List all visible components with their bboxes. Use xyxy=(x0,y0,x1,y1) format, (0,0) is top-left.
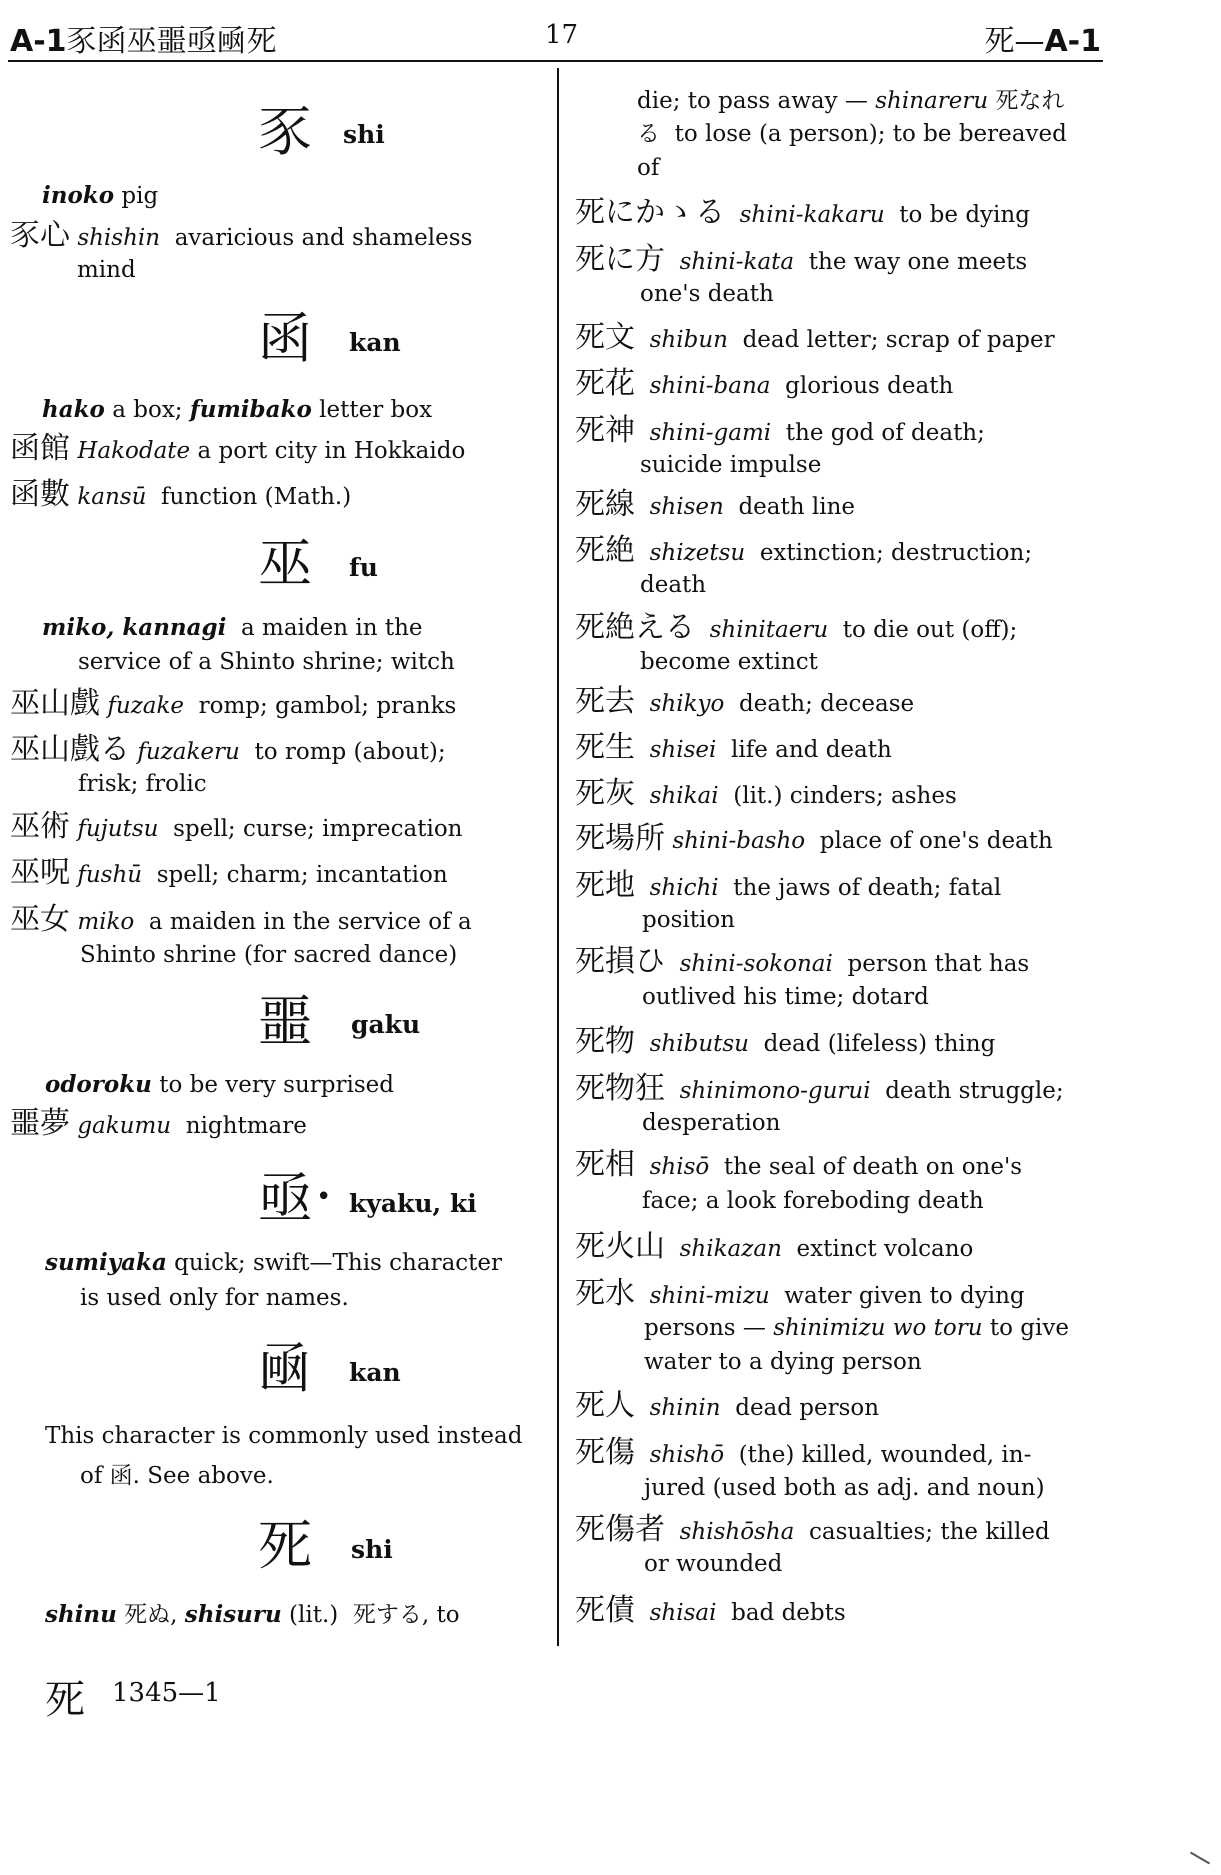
head-reading-fu: fu xyxy=(349,553,378,582)
head-char-shi-pig: 豕 xyxy=(258,100,312,163)
entry-shini-bana: 死花 shini-bana glorious death xyxy=(575,366,954,401)
entry-shisen: 死線 shisen death line xyxy=(575,487,856,522)
kan-variant-note-line2: of 函. See above. xyxy=(80,1463,274,1489)
entry-miko-shrine-cont: Shinto shrine (for sacred dance) xyxy=(80,942,458,968)
footer-char: 死 xyxy=(45,1677,85,1723)
entry-shizetsu-cont: death xyxy=(640,572,707,598)
entry-shinimono-gurui: 死物狂 shinimono-gurui death struggle; xyxy=(575,1071,1064,1106)
entry-shisho-cont: jured (used both as adj. and noun) xyxy=(644,1475,1045,1501)
header-left-code: A-1 xyxy=(10,24,67,59)
header-rule xyxy=(8,60,1103,62)
entry-shini-gami-cont: suicide impulse xyxy=(640,452,822,478)
entry-shishosha-cont: or wounded xyxy=(644,1551,783,1577)
entry-shiso: 死相 shisō the seal of death on one's xyxy=(575,1147,1023,1182)
corner-mark xyxy=(1190,1852,1210,1865)
head-char-gaku: 噩 xyxy=(258,990,312,1053)
head-reading-kyaku: kyaku, ki xyxy=(349,1189,477,1218)
entry-shiso-cont: face; a look foreboding death xyxy=(642,1188,984,1214)
entry-fuzakeru-cont: frisk; frolic xyxy=(78,771,207,797)
header-left xyxy=(10,16,277,60)
header-right-char: 死 xyxy=(984,24,1015,59)
entry-miko: miko, kannagi a maiden in the xyxy=(42,614,423,641)
entry-hakodate: 函館 Hakodate a port city in Hokkaido xyxy=(10,431,466,466)
entry-shizetsu: 死絶 shizetsu extinction; destruction; xyxy=(575,533,1033,568)
head-dot-kyaku: • xyxy=(316,1182,332,1212)
entry-shisho: 死傷 shishō (the) killed, wounded, in- xyxy=(575,1435,1032,1470)
entry-inoko: inoko pig xyxy=(42,182,159,209)
head-reading-shi-death: shi xyxy=(351,1535,393,1564)
head-char-shi-death: 死 xyxy=(258,1514,312,1577)
entry-shikyo: 死去 shikyo death; decease xyxy=(575,684,915,719)
head-char-kan-variant: 凾 xyxy=(258,1337,312,1400)
entry-shini-kakaru: 死にかゝる shini-kakaru to be dying xyxy=(575,195,1030,230)
entry-sumiyaka-cont: is used only for names. xyxy=(80,1285,349,1311)
entry-hako: hako a box; fumibako letter box xyxy=(42,396,433,423)
entry-shishin-cont: mind xyxy=(77,257,136,283)
entry-shini-kata: 死に方 shini-kata the way one meets xyxy=(575,242,1028,277)
entry-shini-mizu-cont1: persons — shinimizu wo toru to give xyxy=(644,1315,1069,1341)
entry-shisei: 死生 shisei life and death xyxy=(575,730,892,765)
shi-continuation-line2: る to lose (a person); to be bereaved xyxy=(637,121,1067,147)
entry-fuzakeru: 巫山戲る fuzakeru to romp (about); xyxy=(10,732,446,767)
entry-shini-kata-cont: one's death xyxy=(640,281,774,307)
entry-shini-sokonai: 死損ひ shini-sokonai person that has xyxy=(575,944,1030,979)
head-reading-gaku: gaku xyxy=(351,1010,421,1039)
entry-shini-mizu-cont2: water to a dying person xyxy=(644,1349,922,1375)
header-right: 死—A-1 xyxy=(984,24,1101,59)
entry-gakumu: 噩夢 gakumu nightmare xyxy=(10,1106,307,1141)
entry-shikai: 死灰 shikai (lit.) cinders; ashes xyxy=(575,776,957,811)
entry-fujutsu: 巫術 fujutsu spell; curse; imprecation xyxy=(10,809,463,844)
kan-variant-note-line1: This character is commonly used instead xyxy=(45,1423,523,1449)
header-right-code: A-1 xyxy=(1044,24,1101,59)
entry-shini-basho: 死場所 shini-basho place of one's death xyxy=(575,821,1053,856)
entry-fuzake: 巫山戲 fuzake romp; gambol; pranks xyxy=(10,686,457,721)
entry-shinin: 死人 shinin dead person xyxy=(575,1388,880,1423)
head-char-fu: 巫 xyxy=(258,532,312,595)
entry-shinu: shinu 死ぬ, shisuru (lit.) 死する, to xyxy=(45,1601,460,1628)
shi-continuation-line1: die; to pass away — shinareru 死なれ xyxy=(637,88,1065,114)
header-left-chars: 豕函巫噩亟凾死 xyxy=(66,24,277,59)
entry-shini-sokonai-cont: outlived his time; dotard xyxy=(642,984,929,1010)
entry-shibutsu: 死物 shibutsu dead (lifeless) thing xyxy=(575,1024,996,1059)
head-char-kan-box: 函 xyxy=(258,307,312,370)
entry-odoroku: odoroku to be very surprised xyxy=(45,1071,394,1098)
entry-fushu: 巫呪 fushū spell; charm; incantation xyxy=(10,855,448,890)
shi-continuation-line3: of xyxy=(637,155,660,181)
page-number: 17 xyxy=(545,20,579,50)
entry-shinimono-gurui-cont: desperation xyxy=(642,1110,781,1136)
head-reading-kan-variant: kan xyxy=(349,1358,401,1387)
entry-shishosha: 死傷者 shishōsha casualties; the killed xyxy=(575,1512,1050,1547)
head-char-kyaku: 亟 xyxy=(258,1167,312,1230)
entry-shini-gami: 死神 shini-gami the god of death; xyxy=(575,413,985,448)
entry-miko-shrine: 巫女 miko a maiden in the service of a xyxy=(10,902,472,937)
entry-shikazan: 死火山 shikazan extinct volcano xyxy=(575,1229,974,1264)
head-reading-shi-pig: shi xyxy=(343,120,385,149)
entry-shichi-cont: position xyxy=(642,907,735,933)
entry-miko-cont: service of a Shinto shrine; witch xyxy=(78,649,455,675)
entry-sumiyaka: sumiyaka quick; swift—This character xyxy=(45,1249,503,1276)
entry-shichi: 死地 shichi the jaws of death; fatal xyxy=(575,868,1002,903)
entry-shinitaeru-cont: become extinct xyxy=(640,649,818,675)
head-reading-kan-box: kan xyxy=(349,328,401,357)
entry-shisai: 死債 shisai bad debts xyxy=(575,1593,846,1628)
entry-shini-mizu: 死水 shini-mizu water given to dying xyxy=(575,1276,1025,1311)
entry-shishin: 豕心 shishin avaricious and shameless xyxy=(10,218,473,253)
entry-shinitaeru: 死絶える shinitaeru to die out (off); xyxy=(575,610,1018,645)
column-divider xyxy=(557,68,559,1646)
entry-kansu: 函數 kansū function (Math.) xyxy=(10,477,352,512)
footer-code: 1345—1 xyxy=(112,1678,221,1708)
entry-shibun: 死文 shibun dead letter; scrap of paper xyxy=(575,320,1055,355)
